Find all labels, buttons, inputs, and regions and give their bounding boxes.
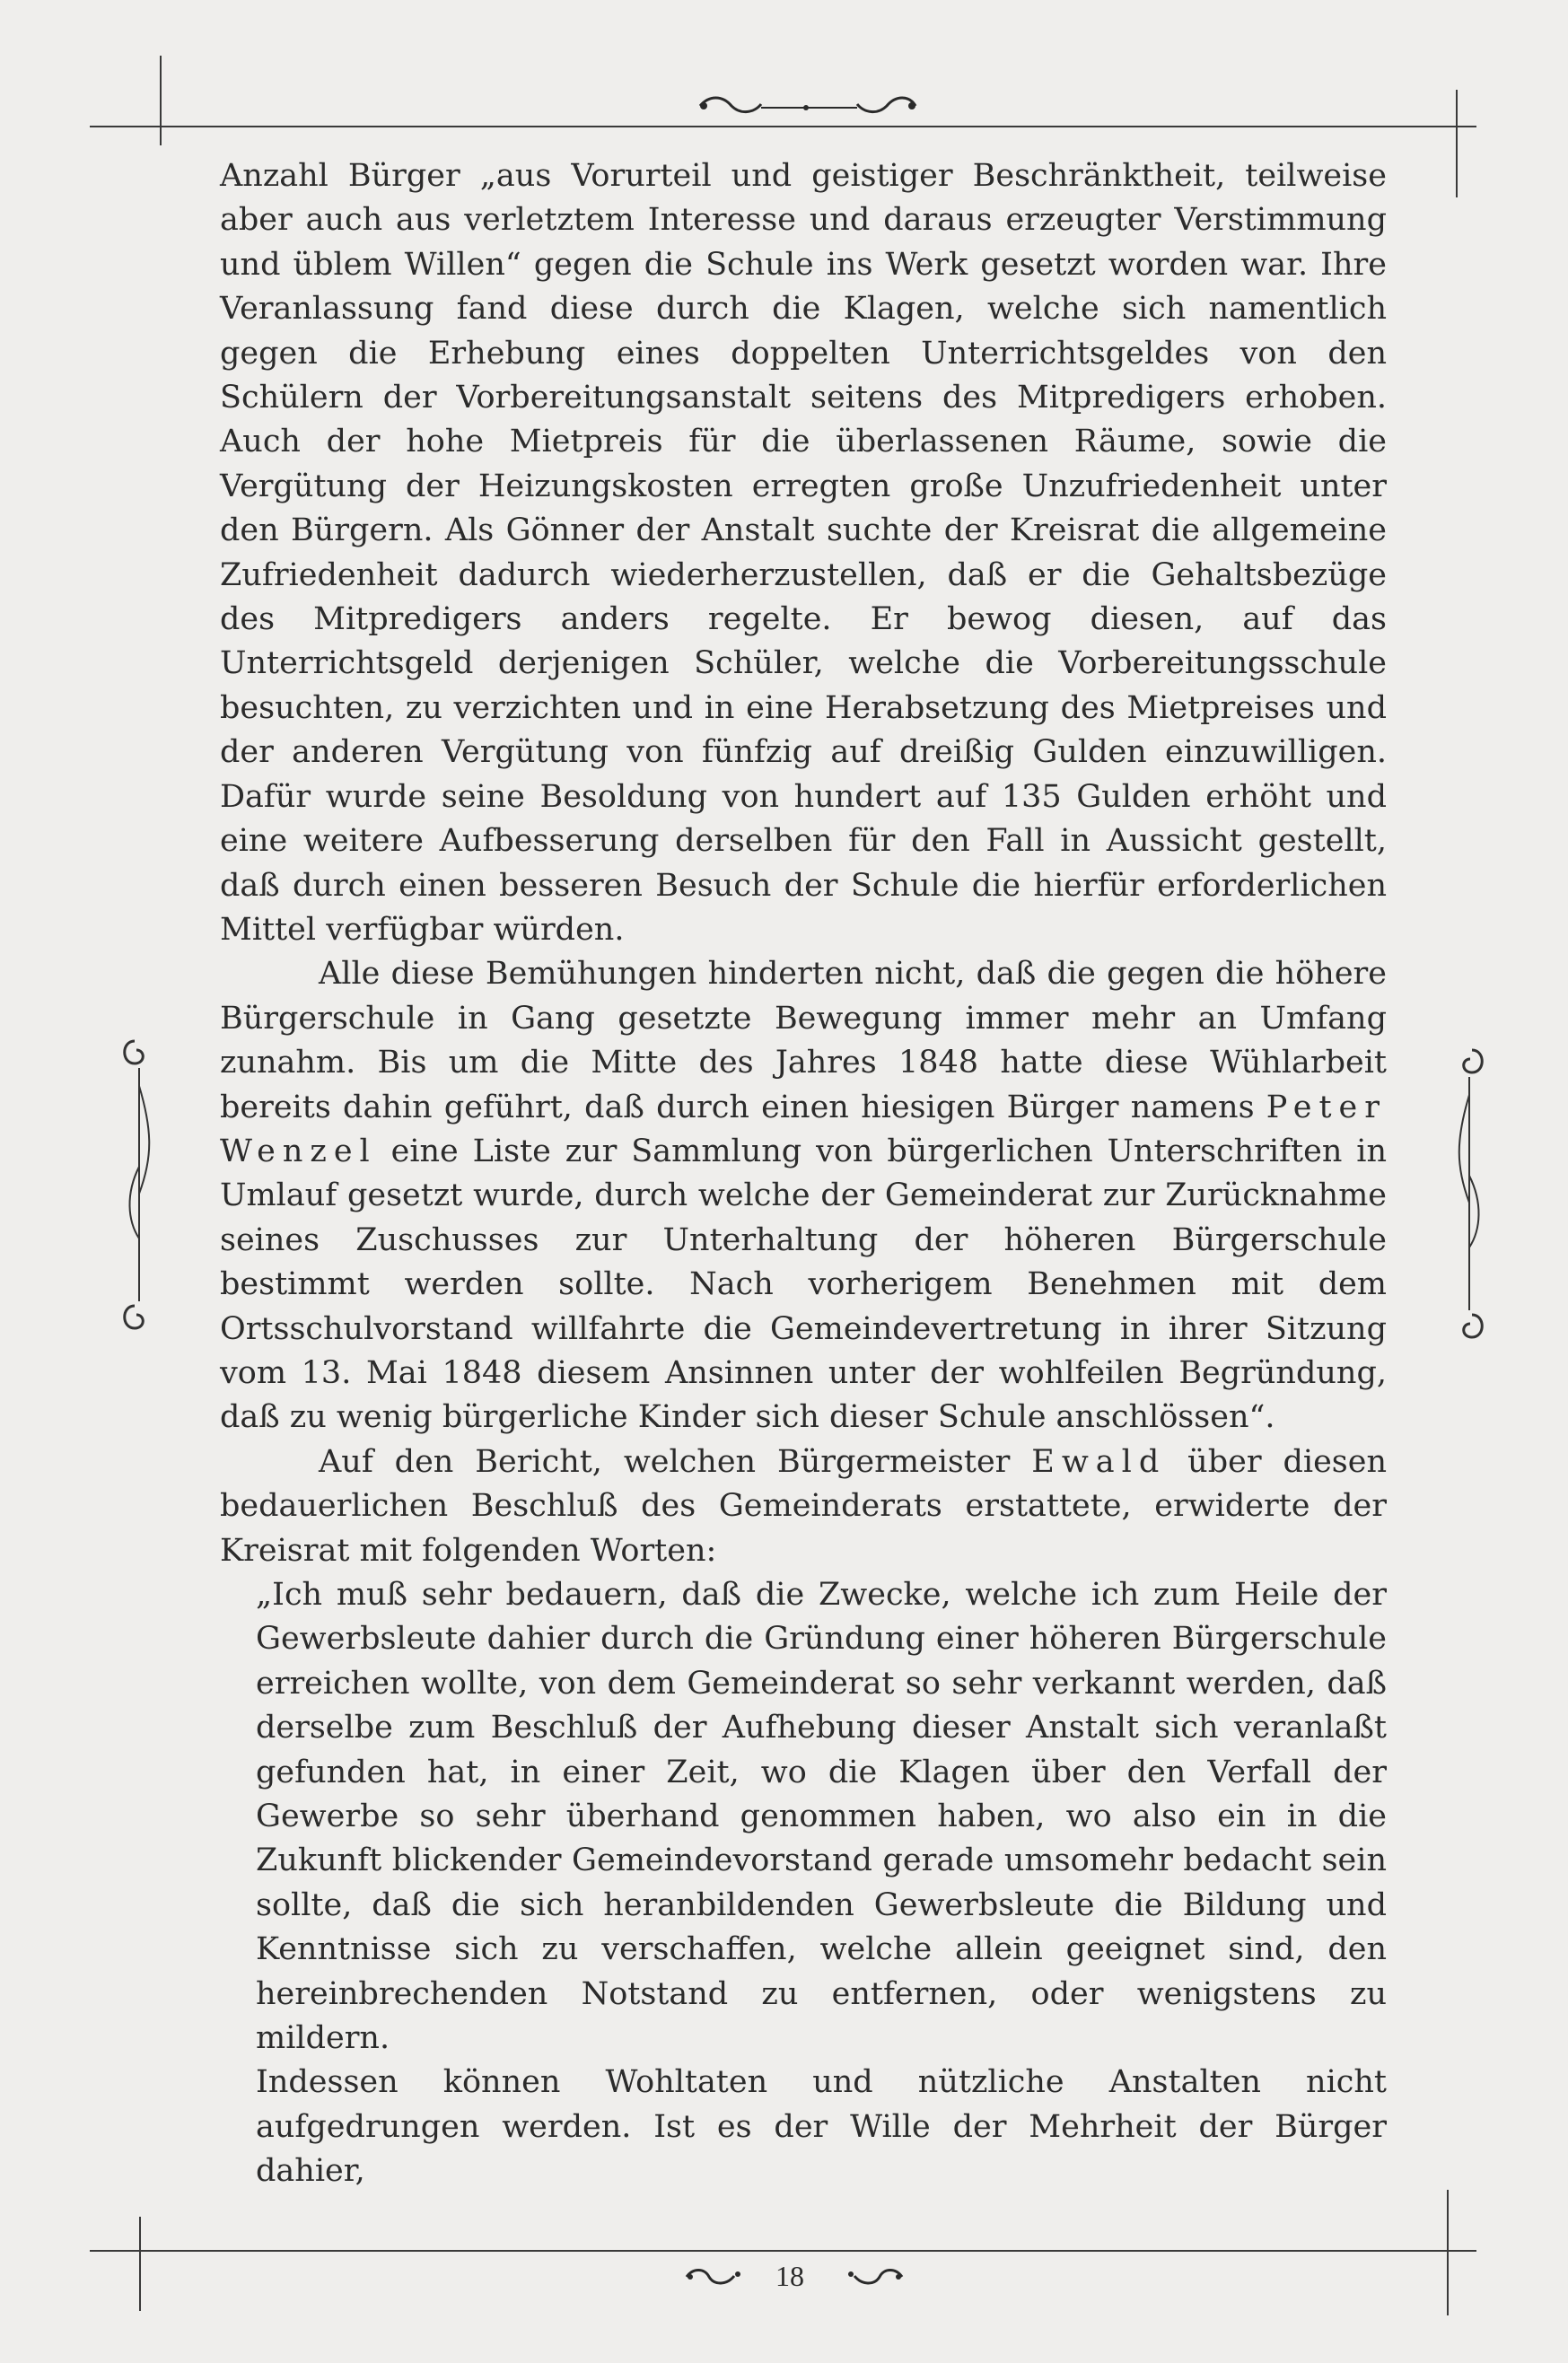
paragraph: Anzahl Bürger „aus Vorurteil und geistiger Beschränktheit, teilweise aber auch aus verletztem Interesse und daraus erzeugter Verstimmung und üblem Willen“ gegen die Schule ins Werk gesetzt worden war. Ihre Veranlassung fand diese durch die Klagen, welche sich namentlich gegen die Erhebung eines doppelten Unterrichtsgeldes von den Schülern der Vorbereitungsanstalt seitens des Mitpredigers erhoben. Auch der hohe Mietpreis für die überlassenen Räume, sowie die Vergütung der Heizungskosten erregten große Unzufriedenheit unter den Bürgern. Als Gönner der Anstalt suchte der Kreisrat die allgemeine Zufriedenheit dadurch wiederherzustellen, daß er die Gehaltsbezüge des Mitpredigers anders regelte. Er bewog diesen, auf das Unterrichtsgeld derjenigen Schüler, welche die Vorbereitungsschule besuchten, zu verzichten und in eine Herabsetzung des Mietpreises und der anderen Vergütung von fünfzig auf dreißig Gulden einzuwilligen. Dafür wurde seine Besoldung von hundert auf 135 Gulden erhöht und eine weitere Aufbesserung derselben für den Fall in Aussicht gestellt, daß durch einen besseren Besuch der Schule die hierfür erforderlichen Mittel verfügbar würden. [220, 158, 1387, 948]
paragraph [220, 1440, 1387, 1573]
side-scroll-ornament-icon [117, 1032, 162, 1337]
person-name: Ewald [1031, 1443, 1167, 1480]
paragraph-text: eine Liste zur Sammlung von bürgerlichen Unterschriften in Umlauf gesetzt wurde, durch welche der Gemeinderat zur Zurücknahme seines Zuschusses zur Unterhaltung der höheren Bürgerschule bestimmt werden sollte. Nach vorherigem Benehmen mit dem Ortsschulvorstand willfahrte die Gemeindevertretung in ihrer Sitzung vom 13. Mai 1848 diesem Ansinnen unter der wohlfeilen Begründung, daß zu wenig bürgerliche Kinder sich dieser Schule anschlössen“. [220, 1133, 1387, 1436]
frame-left-rule-bottom [139, 2217, 141, 2311]
page-number: 18 [775, 2260, 804, 2292]
body-text [220, 154, 1387, 2194]
paragraph-text: Auf den Bericht, welchen Bürgermeister [319, 1443, 1032, 1480]
person-name: Peter Wenzel [220, 1089, 1387, 1169]
scroll-ornament-icon [682, 2263, 754, 2290]
frame-right-rule-bottom [1447, 2190, 1449, 2315]
frame-left-rule-top [160, 56, 162, 145]
frame-right-rule-top [1456, 90, 1458, 197]
side-scroll-ornament-icon [1447, 1041, 1492, 1346]
paragraph-text: Alle diese Bemühungen hinderten nicht, daß die gegen die höhere Bürgerschule in Gang gesetzte Bewegung immer mehr an Umfang zunahm. Bis um die Mitte des Jahres 1848 hatte diese Wühlarbeit bereits dahin geführt, daß durch einen hiesigen Bürger namens [220, 956, 1387, 1125]
paragraph-text: über diesen bedauerlichen Beschluß des Gemeinderats erstattete, erwiderte der Kreisrat mit folgenden Worten: [220, 1443, 1387, 1569]
frame-top-rule [90, 126, 1476, 127]
quotation: Indessen können Wohltaten und nützliche Anstalten nicht aufgedrungen werden. Ist es der Wille der Mehrheit der Bürger dahier, [256, 2064, 1387, 2190]
scroll-ornament-icon [691, 88, 924, 124]
scroll-ornament-icon [835, 2263, 907, 2290]
paragraph [220, 952, 1387, 1440]
quotation: „Ich muß sehr bedauern, daß die Zwecke, welche ich zum Heile der Gewerbsleute dahier durch die Gründung einer höheren Bürgerschule erreichen wollte, von dem Gemeinderat so sehr verkannt werden, daß derselbe zum Beschluß der Aufhebung dieser Anstalt sich veranlaßt gefunden hat, in einer Zeit, wo die Klagen über den Verfall der Gewerbe so sehr überhand genommen haben, wo also ein in die Zukunft blickender Gemeindevorstand gerade umsomehr bedacht sein sollte, daß die sich heranbildenden Gewerbsleute die Bildung und Kenntnisse sich zu verschaffen, welche allein geeignet sind, den hereinbrechenden Notstand zu entfernen, oder wenigstens zu mildern. [256, 1577, 1387, 2057]
frame-bottom-rule [90, 2250, 1476, 2252]
